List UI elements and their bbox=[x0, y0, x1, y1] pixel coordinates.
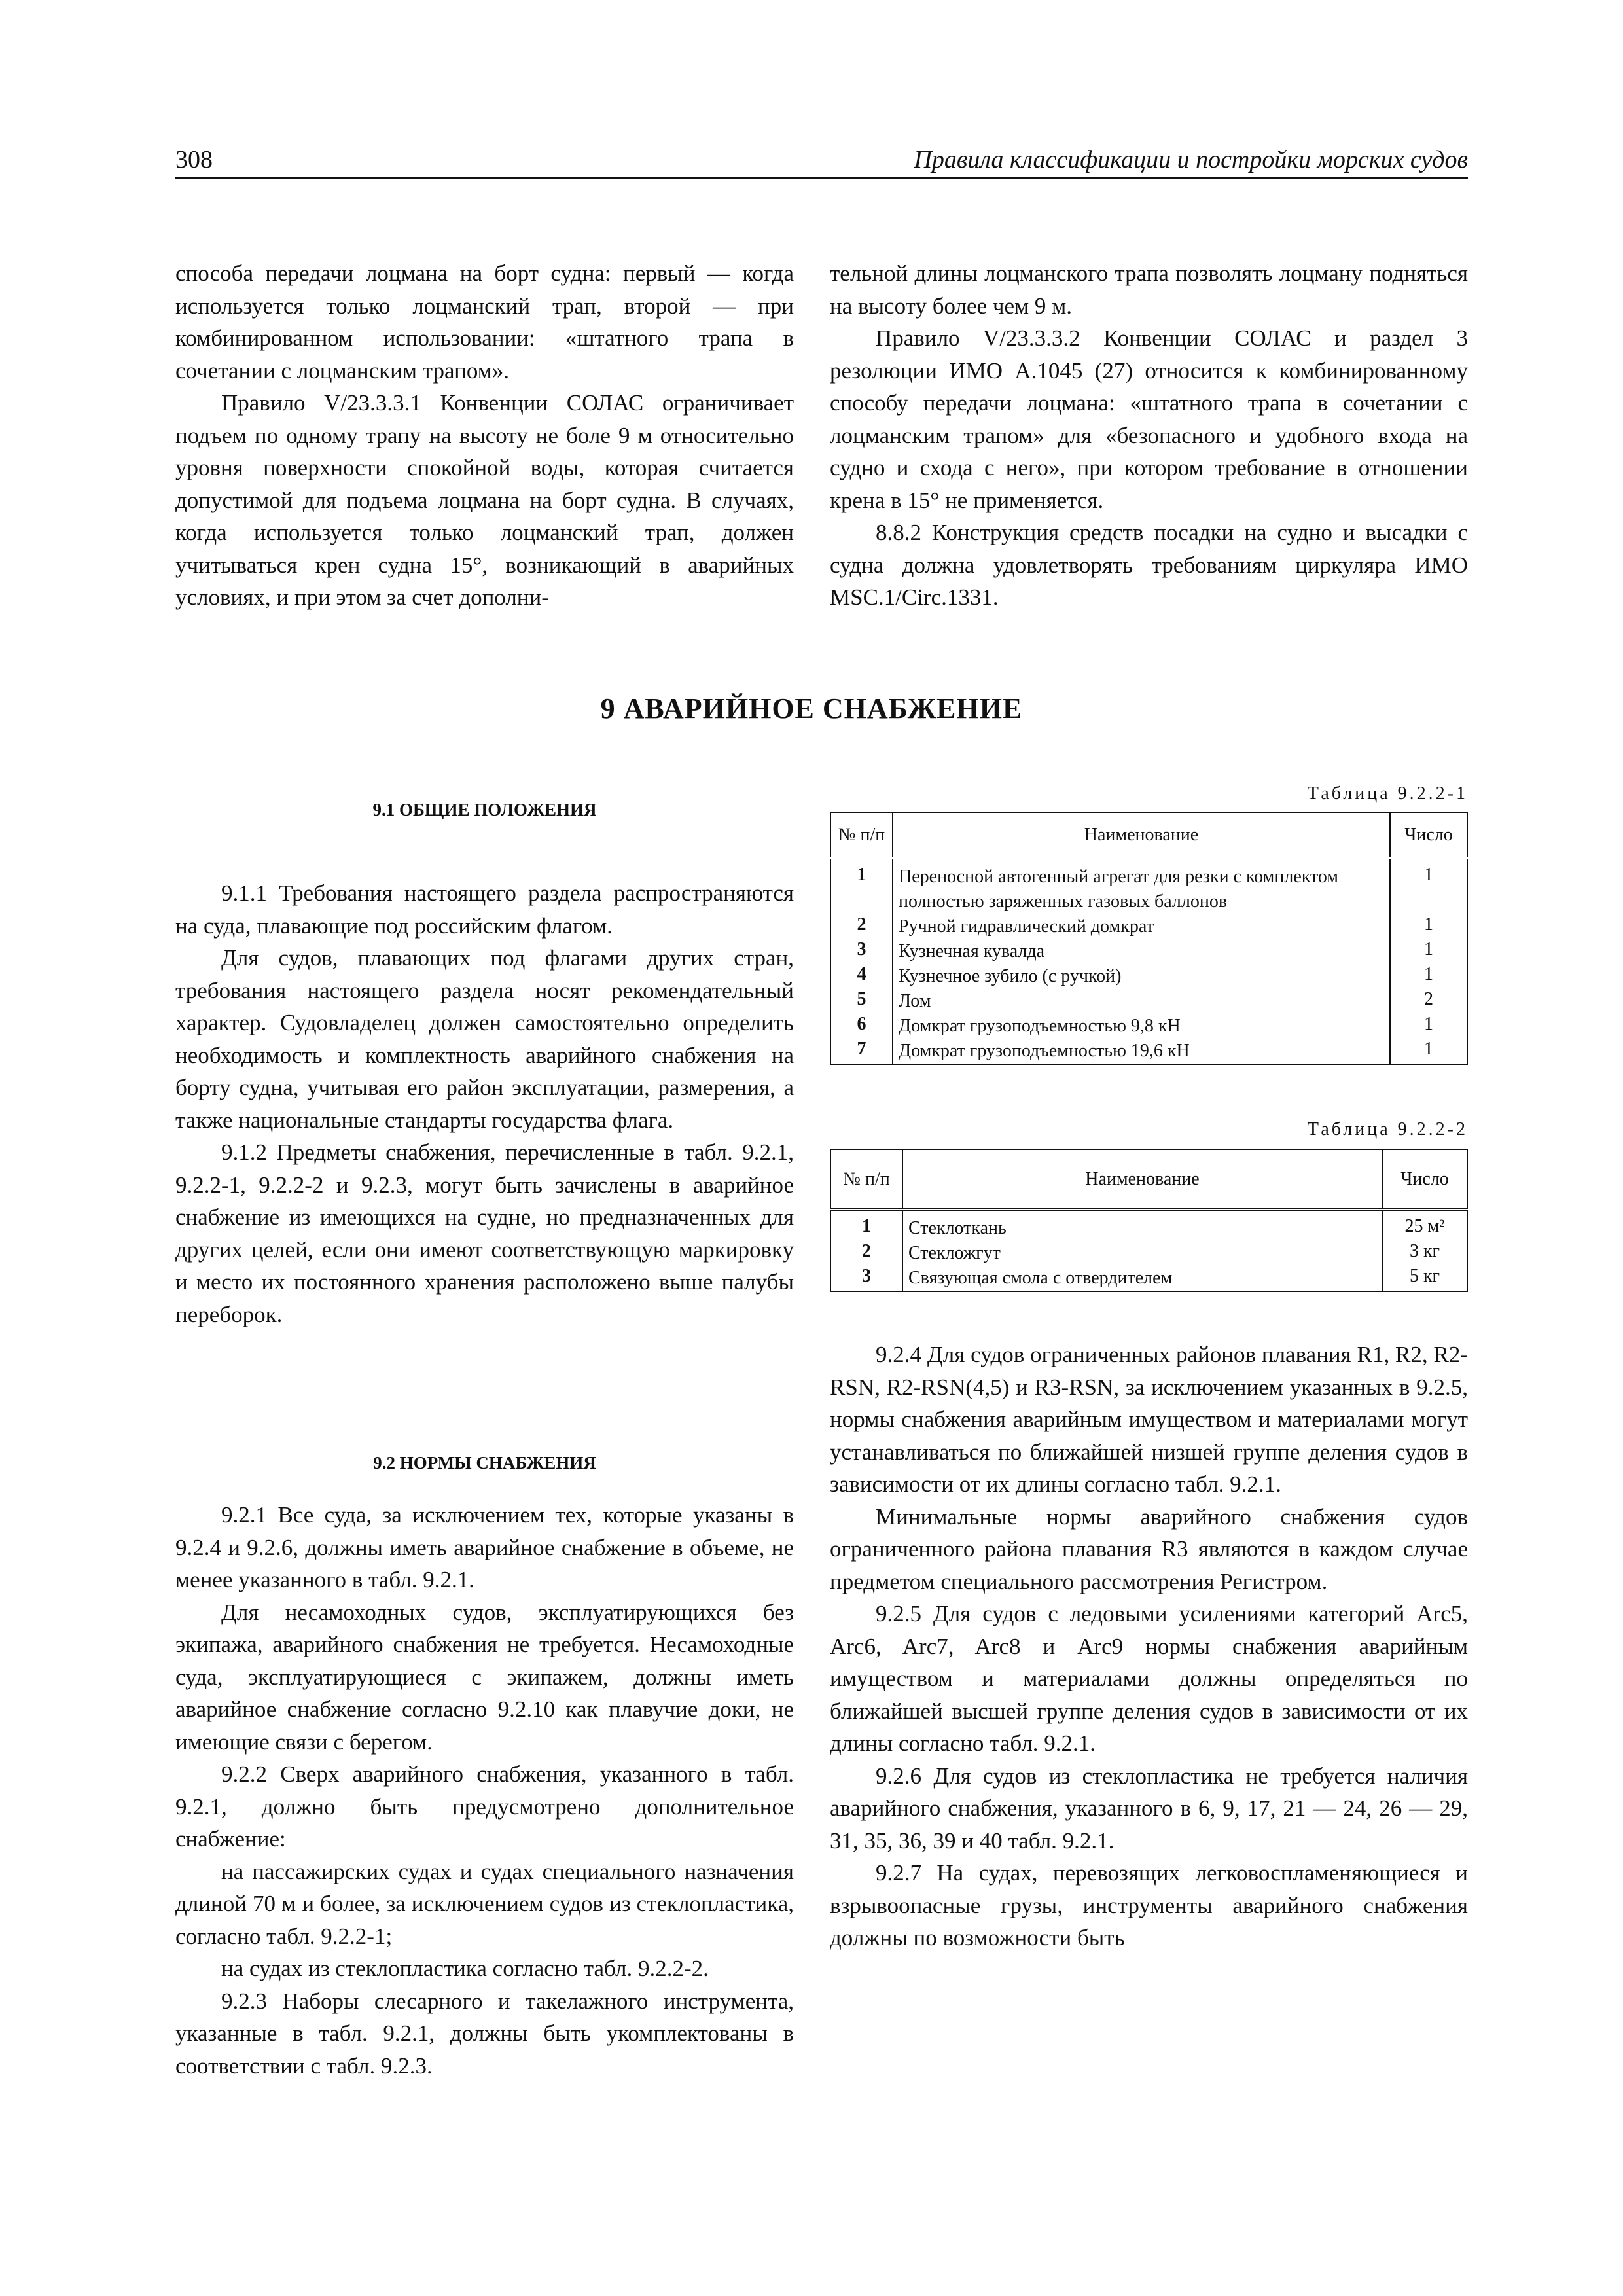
column-header: Наименование bbox=[893, 812, 1390, 858]
table-row bbox=[830, 939, 1467, 964]
table-caption: Таблица 9.2.2-2 bbox=[1307, 1119, 1468, 1139]
supply-table-9-2-2-1 bbox=[830, 812, 1468, 1065]
item-quantity: 2 bbox=[1390, 989, 1467, 1014]
row-number: 1 bbox=[830, 858, 893, 914]
item-name: Стеклоткань bbox=[902, 1210, 1382, 1241]
paragraph: на судах из стеклопластика согласно табл. 9.2.2-2. bbox=[221, 1956, 709, 1981]
section-heading-9-1: 9.1 ОБЩИЕ ПОЛОЖЕНИЯ bbox=[372, 800, 597, 819]
paragraph: 9.2.5 Для судов с ледовыми усилениями категорий Arc5, Arc6, Arc7, Arc8 и Arc9 нормы снабжения аварийным имуществом и материалами должны определяться по ближайшей высшей группе деления судов в зависимости от их длины согласно табл. 9.2.1. bbox=[830, 1601, 1468, 1756]
paragraph: 9.2.4 Для судов ограниченных районов плавания R1, R2, R2-RSN, R2-RSN(4,5) и R3-RSN, за исключением указанных в 9.2.5, нормы снабжения аварийным имуществом и материалами могут устанавливаться по ближайшей низшей группе деления судов в зависимости от их длины согласно табл. 9.2.1. bbox=[830, 1342, 1468, 1497]
item-quantity: 1 bbox=[1390, 1014, 1467, 1039]
table-row bbox=[830, 989, 1467, 1014]
running-title: Правила классификации и постройки морских судов bbox=[914, 146, 1468, 173]
item-quantity: 3 кг bbox=[1382, 1241, 1467, 1266]
item-name: Домкрат грузоподъемностью 19,6 кН bbox=[893, 1039, 1390, 1064]
table-row bbox=[830, 858, 1467, 914]
section-9-2-left-body bbox=[175, 1499, 794, 2082]
row-number: 3 bbox=[830, 939, 893, 964]
paragraph: на пассажирских судах и судах специального назначения длиной 70 м и более, за исключением судов из стеклопластика, согласно табл. 9.2.2-1; bbox=[175, 1858, 794, 1949]
column-header: Число bbox=[1382, 1149, 1467, 1210]
supply-table-9-2-2-2 bbox=[830, 1149, 1468, 1292]
item-name: Связующая смола с отвердителем bbox=[902, 1266, 1382, 1291]
item-quantity: 1 bbox=[1390, 1039, 1467, 1064]
column-header: № п/п bbox=[830, 1149, 902, 1210]
row-number: 1 bbox=[830, 1210, 902, 1241]
item-name: Переносной автогенный агрегат для резки с комплектом полностью заряженных газовых баллонов bbox=[893, 858, 1390, 914]
top-right-column bbox=[830, 257, 1468, 614]
row-number: 5 bbox=[830, 989, 893, 1014]
section-heading-9-2: 9.2 НОРМЫ СНАБЖЕНИЯ bbox=[373, 1453, 596, 1473]
paragraph: Правило V/23.3.3.1 Конвенции СОЛАС ограничивает подъем по одному трапу на высоту не боле 9 м относительно уровня поверхности спокойной воды, которая считается допустимой для подъема лоцмана на борт судна. В случаях, когда используется только лоцманский трап, должен учитываться крен судна 15°, возникающий в аварийных условиях, и при этом за счет дополни- bbox=[175, 390, 794, 610]
row-number: 4 bbox=[830, 964, 893, 989]
page-header bbox=[175, 145, 1468, 178]
table-row bbox=[830, 914, 1467, 939]
chapter-title: 9 АВАРИЙНОЕ СНАБЖЕНИЕ bbox=[600, 692, 1023, 725]
table-row bbox=[830, 1014, 1467, 1039]
top-left-column bbox=[175, 257, 794, 614]
item-quantity: 5 кг bbox=[1382, 1266, 1467, 1291]
item-name: Кузнечное зубило (с ручкой) bbox=[893, 964, 1390, 989]
paragraph: 9.2.6 Для судов из стеклопластика не требуется наличия аварийного снабжения, указанного в 6, 9, 17, 21 — 24, 26 — 29, 31, 35, 36, 39 и 40 табл. 9.2.1. bbox=[830, 1763, 1468, 1854]
paragraph: 9.2.2 Сверх аварийного снабжения, указанного в табл. 9.2.1, должно быть предусмотрено дополнительное снабжение: bbox=[175, 1761, 794, 1852]
item-quantity: 1 bbox=[1390, 939, 1467, 964]
paragraph: 9.2.3 Наборы слесарного и такелажного инструмента, указанные в табл. 9.2.1, должны быть укомплектованы в соответствии с табл. 9.2.3. bbox=[175, 1988, 794, 2079]
item-name: Лом bbox=[893, 989, 1390, 1014]
item-quantity: 1 bbox=[1390, 858, 1467, 914]
item-quantity: 1 bbox=[1390, 964, 1467, 989]
paragraph: 9.1.2 Предметы снабжения, перечисленные в табл. 9.2.1, 9.2.2-1, 9.2.2-2 и 9.2.3, могут быть зачислены в аварийное снабжение из имеющихся на судне, но предназначенных для других целей, если они имеют соответствующую маркировку и место их постоянного хранения расположено выше палубы переборок. bbox=[175, 1139, 794, 1327]
table-caption: Таблица 9.2.2-1 bbox=[1307, 783, 1468, 804]
paragraph: Для несамоходных судов, эксплуатирующихся без экипажа, аварийного снабжения не требуется. Несамоходные суда, эксплуатирующиеся с экипажем, должны иметь аварийное снабжение согласно 9.2.10 как плавучие доки, не имеющие связи с берегом. bbox=[175, 1599, 794, 1755]
row-number: 6 bbox=[830, 1014, 893, 1039]
column-header: Наименование bbox=[902, 1149, 1382, 1210]
section-9-2-right-body bbox=[830, 1338, 1468, 1954]
table-row bbox=[830, 1266, 1467, 1291]
paragraph: Правило V/23.3.3.2 Конвенции СОЛАС и раздел 3 резолюции ИМО A.1045 (27) относится к комбинированному способу передачи лоцмана: «штатного трапа в сочетании с лоцманским трапом» для «безопасного и удобного входа на судно и схода с него», при котором требование в отношении крена в 15° не применяется. bbox=[830, 325, 1468, 513]
item-quantity: 1 bbox=[1390, 914, 1467, 939]
row-number: 7 bbox=[830, 1039, 893, 1064]
table-row bbox=[830, 1039, 1467, 1064]
section-9-1-body bbox=[175, 877, 794, 1331]
paragraph: 9.2.7 На судах, перевозящих легковоспламеняющиеся и взрывоопасные грузы, инструменты аварийного снабжения должны по возможности быть bbox=[830, 1860, 1468, 1950]
row-number: 2 bbox=[830, 914, 893, 939]
paragraph: 9.1.1 Требования настоящего раздела распространяются на суда, плавающие под российским флагом. bbox=[175, 880, 794, 939]
table-row bbox=[830, 1241, 1467, 1266]
paragraph: Минимальные нормы аварийного снабжения судов ограниченного района плавания R3 являются в каждом случае предметом специального рассмотрения Регистром. bbox=[830, 1503, 1468, 1594]
paragraph: тельной длины лоцманского трапа позволять лоцману подняться на высоту более чем 9 м. bbox=[830, 260, 1468, 319]
item-name: Стекложгут bbox=[902, 1241, 1382, 1266]
table-row bbox=[830, 964, 1467, 989]
row-number: 2 bbox=[830, 1241, 902, 1266]
paragraph: способа передачи лоцмана на борт судна: первый — когда используется только лоцманский трап, второй — при комбинированном использовании: «штатного трапа в сочетании с лоцманским трапом». bbox=[175, 260, 794, 384]
column-header: № п/п bbox=[830, 812, 893, 858]
header-rule bbox=[175, 177, 1468, 179]
item-name: Кузнечная кувалда bbox=[893, 939, 1390, 964]
paragraph: Для судов, плавающих под флагами других стран, требования настоящего раздела носят рекомендательный характер. Судовладелец должен самостоятельно определить необходимость и комплектность аварийного снабжения на борту судна, учитывая его район эксплуатации, размерения, а также национальные стандарты государства флага. bbox=[175, 945, 794, 1133]
item-name: Ручной гидравлический домкрат bbox=[893, 914, 1390, 939]
item-quantity: 25 м² bbox=[1382, 1210, 1467, 1241]
item-name: Домкрат грузоподъемностью 9,8 кН bbox=[893, 1014, 1390, 1039]
table-row bbox=[830, 1210, 1467, 1241]
page-number: 308 bbox=[175, 146, 213, 173]
paragraph: 8.8.2 Конструкция средств посадки на судно и высадки с судна должна удовлетворять требованиям циркуляра ИМО MSC.1/Circ.1331. bbox=[830, 520, 1468, 610]
column-header: Число bbox=[1390, 812, 1467, 858]
row-number: 3 bbox=[830, 1266, 902, 1291]
paragraph: 9.2.1 Все суда, за исключением тех, которые указаны в 9.2.4 и 9.2.6, должны иметь аварийное снабжение в объеме, не менее указанного в табл. 9.2.1. bbox=[175, 1502, 794, 1592]
